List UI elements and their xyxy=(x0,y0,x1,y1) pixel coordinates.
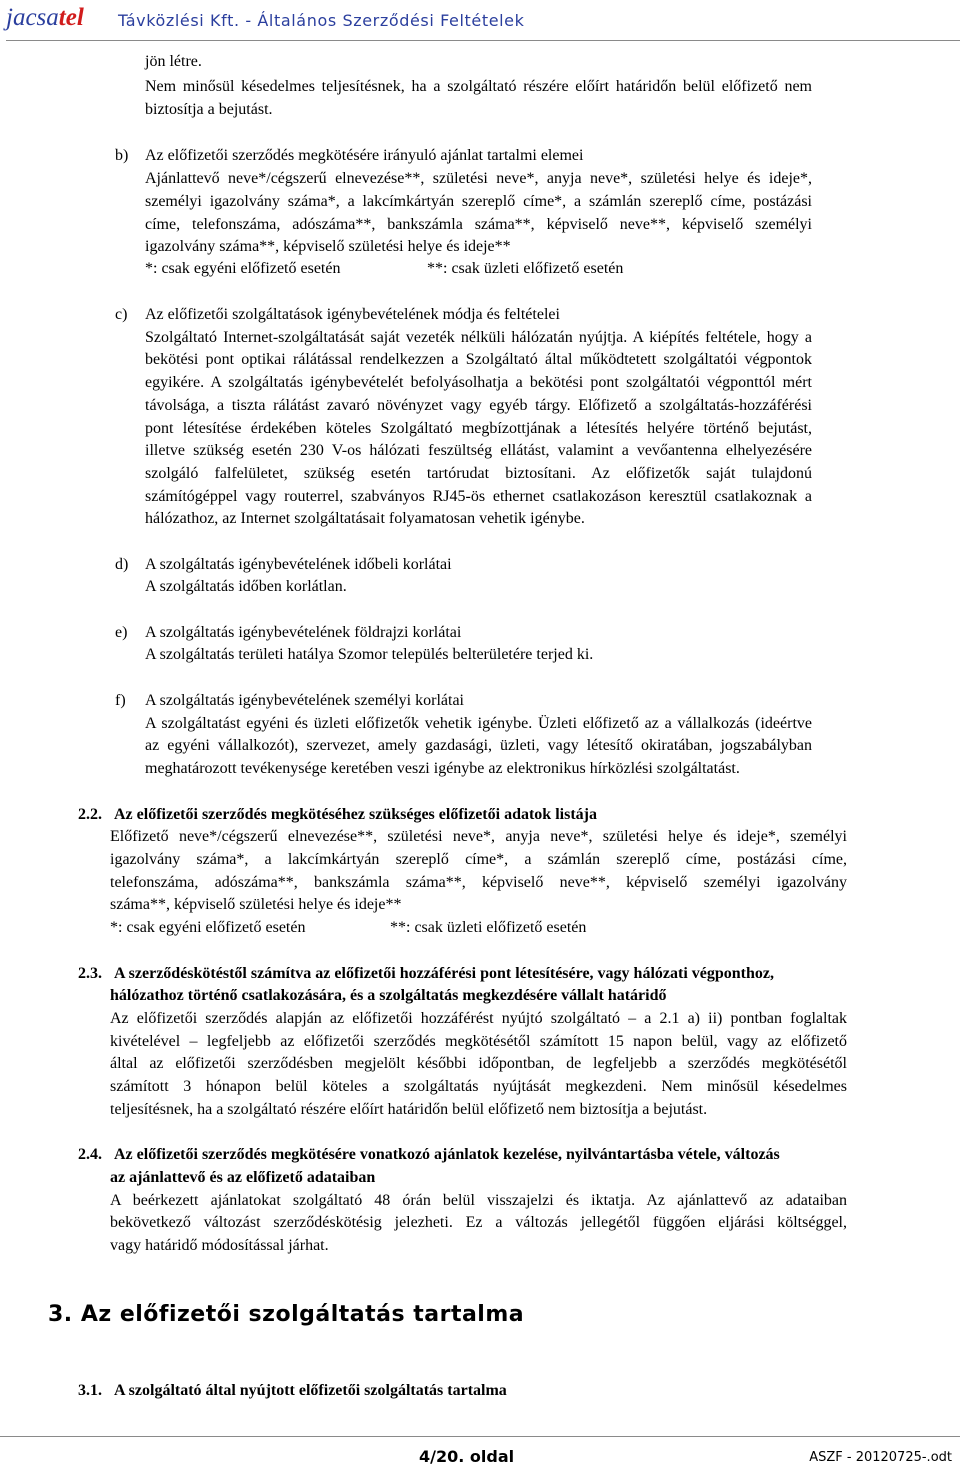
text-line: illetve szükség esetén 230 V-os hálózati feszültség ellátást, valamint a vevőantenna elhelyezésére xyxy=(145,442,812,459)
text-line: A szolgáltatást egyéni és üzleti előfizetők vehetik igénybe. Üzleti előfizető az a vállalkozás (ideértve xyxy=(145,715,812,732)
text-line: bekövetkező változást szerződéskötésig jelezheti. Ez a változás jellegétől függően eljárási költséggel, xyxy=(110,1214,847,1231)
text-line: 2.4. xyxy=(78,1146,102,1163)
text-line: számított 3 hónapon belül köteles a szolgáltatás nyújtását megkezdeni. Nem minősül késedelmes xyxy=(110,1078,847,1095)
text-line: f) xyxy=(115,692,126,709)
header-title: Távközlési Kft. - Általános Szerződési Feltételek xyxy=(118,11,525,30)
text-line: Az előfizetői szerződés megkötésére vonatkozó ajánlatok kezelése, nyilvántartásba vétele, változás xyxy=(114,1146,780,1163)
logo-part-1: jacsa xyxy=(6,4,59,31)
text-line: 2.2. xyxy=(78,806,102,823)
text-line: kivételével – legfeljebb az előfizetői szerződés megkötésétől számított 15 napon belül, vagy az előfizető xyxy=(110,1033,847,1050)
text-line: személyi igazolvány száma*, a lakcímkártyán szereplő címe*, a számlán szereplő címe, postázási xyxy=(145,193,812,210)
text-line: Az előfizetői szerződés alapján az előfizetői hozzáférést nyújtó szolgáltató – a 2.1 a) ii) pontban foglaltak xyxy=(110,1010,847,1027)
text-line: **: csak üzleti előfizető esetén xyxy=(390,919,587,936)
page-footer xyxy=(0,1436,960,1471)
text-line: hálózathoz, az Internet szolgáltatásait folyamatosan vehetik igénybe. xyxy=(145,510,585,527)
text-line: szolgáló falfelületet, szükség esetén tartórudat biztosítani. Az előfizetők saját tulajdonú xyxy=(145,465,812,482)
text-line: 3.1. xyxy=(78,1382,102,1399)
text-line: **: csak üzleti előfizető esetén xyxy=(427,260,624,277)
text-line: az egyéni vállalkozót), szervezet, amely gazdasági, üzleti, vagy létesítő okiratában, jogszabályban xyxy=(145,737,812,754)
text-line: Ajánlattevő neve*/cégszerű elnevezése**, születési neve*, anyja neve*, születési helye és ideje*, xyxy=(145,170,812,187)
text-line: igazolvány száma*, a lakcímkártyán szereplő címe*, a számlán szereplő címe, postázási címe, xyxy=(110,851,847,868)
page-number: 4/20. oldal xyxy=(419,1447,515,1466)
text-line: *: csak egyéni előfizető esetén xyxy=(145,260,341,277)
text-line: címe, telefonszáma, adószáma**, bankszámla száma**, képviselő neve**, képviselő személyi xyxy=(145,216,812,233)
text-line: meghatározott tevékenysége keretében veszi igénybe az elektronikus hírközlési szolgáltatást. xyxy=(145,760,740,777)
text-line: száma**, képviselő születési helye és ideje** xyxy=(110,896,402,913)
text-line: az ajánlattevő és az előfizető adataiban xyxy=(110,1169,376,1186)
section-heading: 3. Az előfizetői szolgáltatás tartalma xyxy=(48,1302,525,1327)
text-line: jön létre. xyxy=(145,53,202,70)
text-line: A beérkezett ajánlatokat szolgáltató 48 órán belül visszajelzi és iktatja. Az ajánlattevő az adataiban xyxy=(110,1192,847,1209)
text-line: d) xyxy=(115,556,129,573)
text-line: A szolgáltatás területi hatálya Szomor település belterületére terjed ki. xyxy=(145,646,594,663)
text-line: Előfizető neve*/cégszerű elnevezése**, születési neve*, anyja neve*, születési helye és ideje*, személyi xyxy=(110,828,847,845)
text-line: Nem minősül késedelmes teljesítésnek, ha a szolgáltató részére előírt határidőn belül előfizető nem xyxy=(145,78,812,95)
text-line: e) xyxy=(115,624,128,641)
text-line: A szolgáltatás igénybevételének időbeli korlátai xyxy=(145,556,452,573)
text-line: *: csak egyéni előfizető esetén xyxy=(110,919,306,936)
text-line: vagy határidő módosítással járhat. xyxy=(110,1237,329,1254)
text-line: távolsága, a tiszta rálátást zavaró növényzet vagy egyéb tárgy. Előfizető a szolgáltatás-hozzáférési xyxy=(145,397,812,414)
text-line: telefonszáma, adószáma**, bankszámla száma**, képviselő neve**, képviselő személyi igazolvány xyxy=(110,874,847,891)
text-line: egyikére. A szolgáltatás igénybevételét befolyásolhatja a bekötési pont szolgáltatói végponttól mért xyxy=(145,374,812,391)
text-line: biztosítja a bejutást. xyxy=(145,101,273,118)
page-header xyxy=(6,2,960,42)
text-line: bekötési pont optikai rálátással rendelkezzen a Szolgáltató által működtetett szolgáltatói végpontok xyxy=(145,351,812,368)
text-line: 2.3. xyxy=(78,965,102,982)
header-divider xyxy=(6,40,960,41)
text-line: Az előfizetői szerződés megkötéséhez szükséges előfizetői adatok listája xyxy=(114,806,597,823)
logo xyxy=(6,4,84,32)
text-line: A szolgáltatás igénybevételének földrajzi korlátai xyxy=(145,624,462,641)
text-line: A szolgáltatás időben korlátlan. xyxy=(145,578,347,595)
document-id: ASZF - 20120725-.odt xyxy=(809,1450,952,1465)
logo-part-2: tel xyxy=(58,4,84,31)
text-line: teljesítésnek, ha a szolgáltató részére előírt határidőn belül előfizető nem biztosítja a bejutást. xyxy=(110,1101,708,1118)
text-line: hálózathoz történő csatlakozására, és a szolgáltatás megkezdésére vállalt határidő xyxy=(110,987,667,1004)
text-line: Az előfizetői szolgáltatások igénybevételének módja és feltételei xyxy=(145,306,560,323)
text-line: igazolvány száma**, képviselő születési helye és ideje** xyxy=(145,238,511,255)
text-line: c) xyxy=(115,306,128,323)
text-line: által az előfizetői szerződésben megjelölt későbbi időpontban, de legfeljebb a szerződés megkötésétől xyxy=(110,1055,847,1072)
text-line: számítógéppel vagy routerrel, szabványos RJ45-ös ethernet csatlakozáson keresztül csatlakoznak a xyxy=(145,488,812,505)
text-line: Az előfizetői szerződés megkötésére irányuló ajánlat tartalmi elemei xyxy=(145,147,584,164)
text-line: A szerződéskötéstől számítva az előfizetői hozzáférési pont létesítésére, vagy hálózati végponthoz, xyxy=(114,965,774,982)
text-line: Szolgáltató Internet-szolgáltatását saját vezeték nélküli hálózatán nyújtja. A kiépítés feltétele, hogy a xyxy=(145,329,812,346)
footer-divider xyxy=(0,1436,960,1437)
text-line: A szolgáltatás igénybevételének személyi korlátai xyxy=(145,692,464,709)
text-line: A szolgáltató által nyújtott előfizetői szolgáltatás tartalma xyxy=(114,1382,507,1399)
text-line: pont létesítése érdekében köteles Szolgáltató megbízottjának a létesítés helyére történő bejutást, xyxy=(145,420,812,437)
text-line: b) xyxy=(115,147,129,164)
